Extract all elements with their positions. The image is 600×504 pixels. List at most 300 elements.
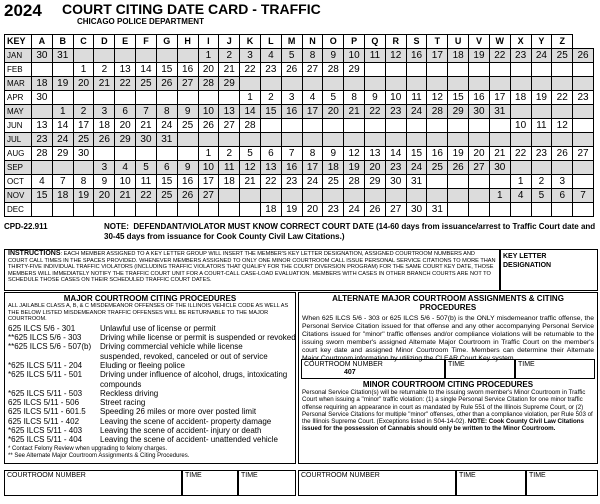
alternate-time-field-2[interactable] <box>515 359 595 379</box>
date-cell: 15 <box>406 147 427 161</box>
offense-description: Unlawful use of license or permit <box>100 323 216 333</box>
date-cell: 4 <box>510 189 531 203</box>
alternate-title: ALTERNATE MAJOR COURTROOM ASSIGNMENTS & CITING PROCEDURES <box>332 294 564 312</box>
date-cell: 11 <box>406 91 427 105</box>
date-cell: 19 <box>469 49 490 63</box>
date-cell: 8 <box>344 91 365 105</box>
date-cell: 17 <box>198 175 219 189</box>
date-cell: 31 <box>427 203 448 217</box>
date-cell <box>448 77 469 91</box>
date-cell <box>177 147 198 161</box>
date-cell: 10 <box>198 161 219 175</box>
date-cell <box>52 91 73 105</box>
date-cell: 25 <box>73 133 94 147</box>
date-cell: 27 <box>177 77 198 91</box>
date-cell: 14 <box>385 147 406 161</box>
date-cell <box>115 203 136 217</box>
date-cell: 29 <box>448 105 469 119</box>
date-cell <box>573 63 594 77</box>
major-time-label-2: TIME <box>241 472 258 479</box>
date-cell: 17 <box>302 105 323 119</box>
date-cell: 5 <box>531 189 552 203</box>
month-row-aug <box>5 147 594 161</box>
date-cell: 18 <box>32 77 53 91</box>
date-cell: 26 <box>552 147 573 161</box>
date-cell: 30 <box>73 147 94 161</box>
offense-row <box>8 333 296 343</box>
date-cell <box>73 91 94 105</box>
key-letter-h: H <box>177 35 198 49</box>
offense-code: *625 ILCS 5/11 - 501 <box>8 370 83 380</box>
date-cell <box>344 133 365 147</box>
date-cell: 13 <box>32 119 53 133</box>
date-cell: 9 <box>94 175 115 189</box>
date-cell <box>489 119 510 133</box>
department: CHICAGO POLICE DEPARTMENT <box>77 17 204 26</box>
date-cell <box>510 161 531 175</box>
date-cell <box>240 203 261 217</box>
date-cell: 10 <box>344 49 365 63</box>
date-cell: 29 <box>344 63 365 77</box>
major-offense-list <box>5 323 295 446</box>
date-cell: 24 <box>52 133 73 147</box>
date-cell <box>531 105 552 119</box>
minor-time-field[interactable] <box>456 470 526 496</box>
month-label: MAY <box>5 105 32 119</box>
major-time-field-2[interactable] <box>238 470 296 496</box>
date-cell <box>177 91 198 105</box>
alternate-courtroom-label: COURTROOM NUMBER <box>304 361 383 368</box>
date-cell: 23 <box>32 133 53 147</box>
month-label: APR <box>5 91 32 105</box>
date-cell: 22 <box>136 189 157 203</box>
date-cell: 22 <box>115 77 136 91</box>
date-cell <box>219 203 240 217</box>
offense-row <box>8 361 292 370</box>
date-cell <box>260 119 281 133</box>
date-cell <box>427 63 448 77</box>
date-cell: 9 <box>177 105 198 119</box>
offense-row <box>8 398 292 407</box>
date-cell: 20 <box>198 63 219 77</box>
date-cell: 8 <box>73 175 94 189</box>
date-cell <box>510 133 531 147</box>
date-cell <box>510 63 531 77</box>
date-cell <box>573 203 594 217</box>
date-cell: 20 <box>469 147 490 161</box>
date-cell <box>427 77 448 91</box>
card-title: COURT CITING DATE CARD - TRAFFIC <box>62 1 321 17</box>
date-cell: 9 <box>323 147 344 161</box>
date-cell: 6 <box>260 147 281 161</box>
month-row-mar <box>5 77 594 91</box>
month-row-feb <box>5 63 594 77</box>
date-cell <box>177 203 198 217</box>
date-cell <box>573 175 594 189</box>
key-letter-title: KEY LETTER DESIGNATION <box>503 253 552 269</box>
date-cell <box>302 133 323 147</box>
month-row-may <box>5 105 594 119</box>
date-cell: 15 <box>448 91 469 105</box>
date-cell <box>406 63 427 77</box>
date-cell <box>573 119 594 133</box>
date-cell <box>448 63 469 77</box>
date-cell: 31 <box>156 133 177 147</box>
date-cell <box>32 105 53 119</box>
date-cell: 13 <box>115 63 136 77</box>
offense-description: Leaving the scene of accident- injury or death <box>100 426 262 436</box>
offense-row <box>8 352 292 361</box>
date-cell <box>469 203 490 217</box>
date-cell: 20 <box>302 203 323 217</box>
date-cell <box>489 77 510 91</box>
date-cell: 18 <box>448 49 469 63</box>
date-cell <box>531 133 552 147</box>
minor-courtroom-field[interactable] <box>298 470 456 496</box>
date-cell: 17 <box>489 91 510 105</box>
date-cell <box>52 63 73 77</box>
major-courtroom-field[interactable] <box>4 470 182 496</box>
date-cell: 12 <box>552 119 573 133</box>
date-cell: 2 <box>219 49 240 63</box>
offense-description: Street racing <box>100 398 146 408</box>
month-row-apr <box>5 91 594 105</box>
date-cell <box>94 49 115 63</box>
key-letter-w: W <box>489 35 510 49</box>
offense-row <box>8 380 292 389</box>
date-cell: 20 <box>365 161 386 175</box>
date-cell: 13 <box>365 147 386 161</box>
date-cell: 24 <box>344 203 365 217</box>
date-cell <box>552 203 573 217</box>
date-cell: 19 <box>52 77 73 91</box>
date-cell <box>94 147 115 161</box>
offense-row <box>8 324 292 333</box>
key-letter-u: U <box>448 35 469 49</box>
date-cell <box>323 133 344 147</box>
date-cell <box>489 63 510 77</box>
date-cell <box>531 161 552 175</box>
date-cell: 26 <box>573 49 594 63</box>
offense-description: Driving while license or permit is suspended or revoked <box>100 333 296 343</box>
date-cell: 26 <box>198 119 219 133</box>
offense-code: 625 ILCS 5/11 - 601.5 <box>8 407 86 417</box>
date-cell: 4 <box>260 49 281 63</box>
date-cell: 28 <box>198 77 219 91</box>
date-cell <box>198 91 219 105</box>
date-cell: 29 <box>365 175 386 189</box>
date-cell <box>115 147 136 161</box>
date-cell: 12 <box>427 91 448 105</box>
date-cell: 16 <box>427 147 448 161</box>
date-cell <box>323 77 344 91</box>
date-cell <box>260 189 281 203</box>
offense-row <box>8 342 292 351</box>
minor-courtroom-label: COURTROOM NUMBER <box>301 472 380 479</box>
date-cell: 16 <box>406 49 427 63</box>
date-cell: 23 <box>260 63 281 77</box>
key-letter-t: T <box>427 35 448 49</box>
date-cell: 18 <box>260 203 281 217</box>
date-cell: 1 <box>240 91 261 105</box>
date-cell: 3 <box>94 161 115 175</box>
key-letter-m: M <box>281 35 302 49</box>
date-cell: 23 <box>510 49 531 63</box>
date-cell <box>136 91 157 105</box>
date-cell: 12 <box>240 161 261 175</box>
date-cell: 3 <box>552 175 573 189</box>
date-cell: 4 <box>115 161 136 175</box>
date-cell <box>427 189 448 203</box>
date-cell: 28 <box>32 147 53 161</box>
date-cell: 28 <box>240 119 261 133</box>
date-cell <box>32 161 53 175</box>
date-cell <box>552 133 573 147</box>
date-cell <box>385 63 406 77</box>
court-date-grid <box>4 34 594 217</box>
key-letter-i: I <box>198 35 219 49</box>
note-label: NOTE: <box>104 222 129 231</box>
date-cell: 24 <box>531 49 552 63</box>
date-cell <box>115 91 136 105</box>
date-cell: 30 <box>489 161 510 175</box>
date-cell: 22 <box>489 49 510 63</box>
date-cell: 18 <box>510 91 531 105</box>
date-cell: 19 <box>448 147 469 161</box>
date-cell <box>469 133 490 147</box>
date-cell: 6 <box>115 105 136 119</box>
court-date-note <box>104 222 598 242</box>
date-cell: 10 <box>198 105 219 119</box>
date-cell: 28 <box>344 175 365 189</box>
offense-description: Eluding or fleeing police <box>100 360 185 370</box>
month-row-jul <box>5 133 594 147</box>
date-cell <box>94 91 115 105</box>
key-letter-z: Z <box>552 35 573 49</box>
date-cell <box>198 203 219 217</box>
date-cell <box>136 203 157 217</box>
alternate-courtroom-field[interactable] <box>301 359 445 379</box>
date-cell <box>281 119 302 133</box>
offense-description: Driving under influence of alcohol, drugs, intoxicating <box>100 370 288 380</box>
date-cell <box>573 161 594 175</box>
minor-title: MINOR COURTROOM CITING PROCEDURES <box>362 380 534 389</box>
date-cell: 2 <box>73 105 94 119</box>
date-cell: 1 <box>510 175 531 189</box>
minor-time-field-2[interactable] <box>526 470 598 496</box>
month-row-dec <box>5 203 594 217</box>
date-cell <box>365 119 386 133</box>
date-cell: 16 <box>469 91 490 105</box>
date-cell <box>323 119 344 133</box>
date-cell: 27 <box>219 119 240 133</box>
date-cell: 24 <box>406 161 427 175</box>
date-cell: 17 <box>73 119 94 133</box>
date-cell: 26 <box>94 133 115 147</box>
date-cell <box>344 119 365 133</box>
month-row-jan <box>5 49 594 63</box>
major-courtroom-label: COURTROOM NUMBER <box>7 472 86 479</box>
key-letter-f: F <box>136 35 157 49</box>
date-cell: 26 <box>365 203 386 217</box>
date-cell: 6 <box>552 189 573 203</box>
month-row-jun <box>5 119 594 133</box>
month-label: AUG <box>5 147 32 161</box>
date-cell <box>489 203 510 217</box>
date-cell: 30 <box>385 175 406 189</box>
date-cell <box>219 91 240 105</box>
date-cell: 27 <box>469 161 490 175</box>
date-cell: 31 <box>489 105 510 119</box>
date-cell: 21 <box>219 63 240 77</box>
minor-bold-note: NOTE: Cook County Civil Law Citations issued for the possession of Cannabis should only be written to the Minor Courtroom. <box>302 418 584 433</box>
date-cell: 23 <box>385 105 406 119</box>
date-cell: 12 <box>385 49 406 63</box>
date-cell: 25 <box>156 189 177 203</box>
date-cell: 10 <box>385 91 406 105</box>
date-cell <box>73 49 94 63</box>
date-cell: 14 <box>240 105 261 119</box>
date-cell: 24 <box>406 105 427 119</box>
date-cell: 19 <box>73 189 94 203</box>
date-cell: 8 <box>302 147 323 161</box>
alternate-time-field[interactable] <box>445 359 515 379</box>
key-letter-s: S <box>406 35 427 49</box>
date-cell: 29 <box>219 77 240 91</box>
date-cell: 30 <box>32 49 53 63</box>
date-cell <box>469 119 490 133</box>
date-cell <box>489 175 510 189</box>
date-cell <box>73 203 94 217</box>
date-cell: 27 <box>385 203 406 217</box>
date-cell <box>219 189 240 203</box>
date-cell: 10 <box>510 119 531 133</box>
month-label: SEP <box>5 161 32 175</box>
date-cell: 24 <box>156 119 177 133</box>
date-cell <box>406 77 427 91</box>
date-cell: 7 <box>136 105 157 119</box>
date-cell: 6 <box>156 161 177 175</box>
date-cell: 9 <box>323 49 344 63</box>
date-cell: 2 <box>260 91 281 105</box>
date-cell <box>344 189 365 203</box>
date-cell: 7 <box>573 189 594 203</box>
month-row-sep <box>5 161 594 175</box>
date-cell: 21 <box>344 105 365 119</box>
date-cell: 23 <box>573 91 594 105</box>
month-row-nov <box>5 189 594 203</box>
date-cell <box>136 147 157 161</box>
date-cell: 30 <box>136 133 157 147</box>
date-cell <box>427 133 448 147</box>
date-cell: 25 <box>552 49 573 63</box>
offense-row <box>8 407 292 416</box>
date-cell: 1 <box>198 49 219 63</box>
offense-row <box>8 435 292 444</box>
date-cell <box>302 77 323 91</box>
instructions-title: INSTRUCTIONS <box>8 250 61 257</box>
date-cell <box>469 175 490 189</box>
offense-row <box>8 426 292 435</box>
offense-row <box>8 417 292 426</box>
date-cell <box>32 203 53 217</box>
key-letter-designation-box[interactable] <box>500 249 598 291</box>
date-cell: 12 <box>344 147 365 161</box>
date-cell: 22 <box>510 147 531 161</box>
date-cell <box>52 161 73 175</box>
minor-text: Personal Service Citation(s) will be returnable to the issuing sworn member's Minor Courtroom in Traffic Court when issuing a "minor" traffic violation: (1) a single Personal Service Citation for one minor traffic offense requiring an appearance in court as mandated by Rule 551 of the Illinois Supreme Court, or (2) Personal Service Citations for multiple "minor" offenses, other than a compliance violation, per Rule 503 of the Illinois Supreme Court. (Exceptions listed in S04-14-02). <box>302 389 593 426</box>
date-cell <box>344 77 365 91</box>
key-letter-k: K <box>240 35 261 49</box>
date-cell: 18 <box>94 119 115 133</box>
minor-time-label: TIME <box>459 472 476 479</box>
date-cell: 1 <box>198 147 219 161</box>
date-cell: 23 <box>385 161 406 175</box>
date-cell <box>177 49 198 63</box>
date-cell: 11 <box>365 49 386 63</box>
date-cell: 25 <box>427 161 448 175</box>
date-cell <box>448 203 469 217</box>
date-cell: 16 <box>177 175 198 189</box>
date-cell: 7 <box>281 147 302 161</box>
date-cell: 18 <box>52 189 73 203</box>
date-cell <box>552 77 573 91</box>
date-cell: 3 <box>240 49 261 63</box>
date-cell <box>52 203 73 217</box>
date-cell: 20 <box>73 77 94 91</box>
key-letter-o: O <box>323 35 344 49</box>
date-cell: 30 <box>469 105 490 119</box>
instructions-text: : EACH MEMBER ASSIGNED TO A KEY LETTER GROUP WILL INSERT THE MEMBER'S KEY LETTER DESIGNATION, ASSIGNED COURTROOM NUMBERS AND COURT CALL TIMES IN THE SPACES PROVIDED. WHENEVER MEMBERS ASSIGNED TO ONLY ONE MINOR COURTROOM CALL ISSUE PERSONAL SERVICE CITATIONS TO MORE THAN THIRTY-FIVE INDIVIDUAL TRAFFIC VIOLATORS (INCLUDING TRAFFIC VIOLATORS THAT QUALIFY FOR THE COURT DIVERSION PROGRAM) FOR THE SAME COURT KEY DATE, THOSE MEMBERS WILL IMMEDIATELY NOTIFY THE TRAFFIC COURT UNIT FOR A COURT-CALL CASE-LOAD EVALUATION. MEMBERS WITH CASES IN OTHER BRANCH COURTS ARE NOT TO SCHEDULE THOSE CASES ON THEIR SCHEDULED TRAFFIC COURT DATES. <box>8 251 496 284</box>
key-header: KEY <box>5 35 32 49</box>
date-cell: 14 <box>136 63 157 77</box>
card-header <box>0 0 600 34</box>
key-letter-b: B <box>52 35 73 49</box>
date-cell: 24 <box>302 175 323 189</box>
alternate-time-label-2: TIME <box>518 361 535 368</box>
date-cell <box>156 91 177 105</box>
date-cell <box>469 63 490 77</box>
date-cell <box>510 105 531 119</box>
date-cell: 22 <box>552 91 573 105</box>
date-cell <box>552 161 573 175</box>
date-cell: 13 <box>260 161 281 175</box>
date-cell: 10 <box>115 175 136 189</box>
minor-time-label-2: TIME <box>529 472 546 479</box>
date-cell <box>448 189 469 203</box>
key-letter-q: Q <box>365 35 386 49</box>
key-letter-n: N <box>302 35 323 49</box>
felony-footnote: * Contact Felony Review when upgrading to felony charges. <box>8 445 168 452</box>
date-cell: 30 <box>32 91 53 105</box>
offense-code: *625 ILCS 5/11 - 403 <box>8 426 83 436</box>
major-time-field[interactable] <box>182 470 238 496</box>
date-cell: 5 <box>323 91 344 105</box>
date-cell: 15 <box>260 105 281 119</box>
date-cell: 23 <box>531 147 552 161</box>
date-cell <box>73 161 94 175</box>
date-cell: 8 <box>302 49 323 63</box>
alternate-courtroom-value: 407 <box>344 369 356 376</box>
date-cell: 5 <box>281 49 302 63</box>
date-cell: 2 <box>94 63 115 77</box>
date-cell <box>385 189 406 203</box>
date-cell: 11 <box>531 119 552 133</box>
key-letter-g: G <box>156 35 177 49</box>
month-label: JAN <box>5 49 32 63</box>
month-label: NOV <box>5 189 32 203</box>
offense-code: 625 ILCS 5/6 - 301 <box>8 323 76 333</box>
